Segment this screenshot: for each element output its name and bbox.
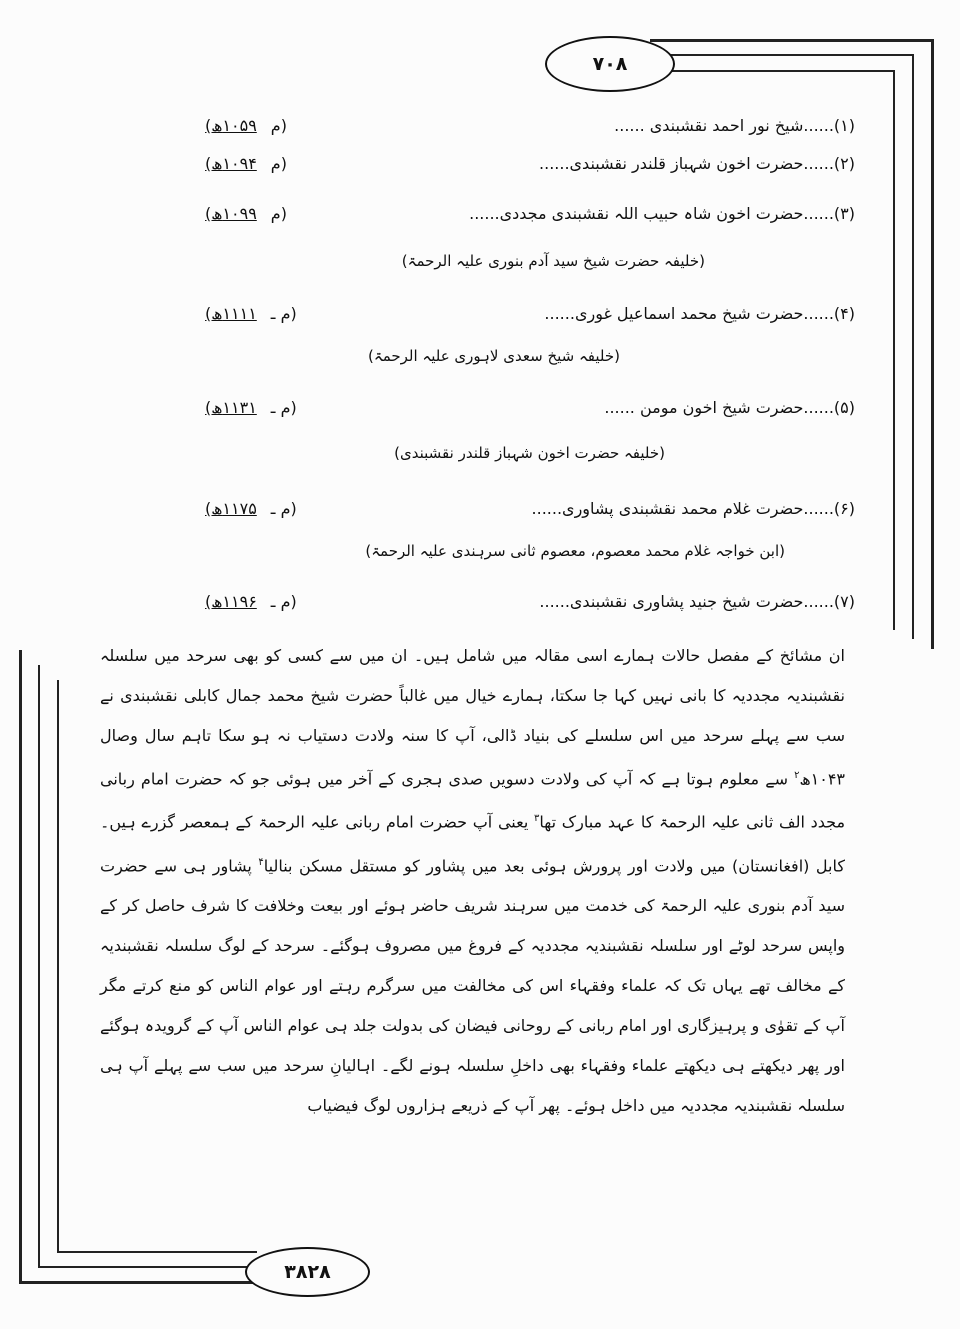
list-date-6 — [205, 499, 297, 518]
footnote-marker: ۳ — [534, 813, 540, 825]
date-year: ۱۱۱۱ھ) — [205, 304, 257, 323]
list-date-2 — [205, 154, 287, 173]
body-line-7: حضرت سید آدم بنوری علیہ الرحمۃ کی خدمت میں سرہند شریف حاضر ہوئے اور بیعت وخلافت کا شرف — [100, 855, 845, 915]
list-item-4: (۴)......حضرت شیخ محمد اسماعیل غوری...... — [544, 304, 855, 323]
date-year: ۱۰۵۹ھ) — [205, 116, 257, 135]
page-number-top — [545, 36, 675, 92]
body-line-12: سے پہلے آپ ہی سلسلہ نقشبندیہ مجددیہ میں داخل ہوئے۔ پھر آپ کے ذریعے ہزاروں لوگ فیضیاب — [100, 1055, 845, 1115]
footnote-marker: ۴ — [258, 856, 264, 868]
list-item-6: (۶)......حضرت غلام محمد نقشبندی پشاوری...... — [531, 499, 855, 518]
list-note-4: (خلیفہ شیخ سعدی لاہوری علیہ الرحمۃ) — [368, 347, 620, 365]
date-year: ۱۰۹۹ھ) — [205, 204, 257, 223]
body-paragraph — [100, 636, 845, 1126]
body-line-9: سلسلہ نقشبندیہ کے مخالف تھے یہاں تک کہ علماء وفقہاء اس کی مخالفت میں سرگرم رہتے اور عوام الناس کو منع — [100, 935, 846, 995]
body-line-10: کرتے مگر آپ کے تقوٰی و پرہیزگاری اور امام ربانی کے روحانی فیضان کی بدولت جلد ہی عوام الناس آپ — [100, 975, 846, 1035]
list-item-1: (۱)......شیخ نور احمد نقشبندی ...... — [614, 116, 855, 135]
list-item-2: (۲)......حضرت اخون شہباز قلندر نقشبندی...... — [539, 154, 855, 173]
list-date-7 — [205, 592, 297, 611]
footnote-marker: ۲ — [794, 770, 800, 781]
body-line-6: ہیں۔ کابل (افغانستان) میں ولادت اور پرورش ہوئی بعد میں پشاور کو مستقل مسکن بنالیا — [100, 812, 845, 875]
page-number-top-text: ۷۰۸ — [592, 53, 628, 75]
page-number-bottom — [245, 1247, 370, 1297]
date-prefix: (م ـ — [270, 304, 297, 323]
body-line-1: ان مشائخ کے مفصل حالات ہمارے اسی مقالہ میں شامل ہیں۔ ان میں سے کسی کو بھی سرحد میں سلسلہ — [100, 646, 846, 665]
list-date-3 — [205, 204, 287, 223]
list-note-6: (ابن خواجہ غلام محمد معصوم، معصوم ثانی سرہندی علیہ الرحمۃ) — [365, 542, 785, 560]
date-prefix: (م — [270, 204, 287, 223]
list-date-4 — [205, 304, 297, 323]
date-prefix: (م — [270, 116, 287, 135]
body-line-3: سے پہلے سرحد میں اس سلسلے کی بنیاد ڈالی، آپ کا سنہ ولادت دستیاب نہ ہو سکا تاہم سال وصال ۱۰۴۳ھ — [100, 726, 845, 789]
list-date-1 — [205, 116, 287, 135]
list-date-5 — [205, 398, 297, 417]
body-line-5-rest: یعنی آپ حضرت امام ربانی علیہ الرحمۃ کے ہمعصر گزرے — [141, 812, 529, 832]
list-note-3: (خلیفہ حضرت شیخ سید آدم بنوری علیہ الرحمۃ) — [401, 252, 705, 270]
date-year: ۱۱۹۶ھ) — [205, 592, 257, 611]
body-line-8: حاصل کر کے واپس سرحد لوٹے اور سلسلہ نقشبندیہ مجددیہ کے فروغ میں مصروف ہوگئے۔ سرحد کے لوگ — [100, 895, 846, 955]
date-prefix: (م ـ — [270, 398, 297, 417]
body-line-11: کے گرویدہ ہوگئے اور پھر دیکھتے ہی دیکھتے علماء وفقہاء بھی داخلِ سلسلہ ہونے لگے۔ اہالیانِ سرحد میں سب — [100, 1015, 846, 1075]
body-line-5: مجدد الف ثانی علیہ الرحمۃ کا عہد مبارک تھا — [539, 812, 846, 832]
date-prefix: (م — [270, 154, 287, 173]
list-note-5: (خلیفہ حضرت اخون شہباز قلندر نقشبندی) — [394, 444, 665, 462]
body-line-4: سے معلوم ہوتا ہے کہ آپ کی ولادت دسویں صدی ہجری کے آخر میں ہوئی جو کہ حضرت امام ربانی — [100, 769, 788, 789]
date-year: ۱۱۳۱ھ) — [205, 398, 257, 417]
list-item-7: (۷)......حضرت شیخ جنید پشاوری نقشبندی...... — [539, 592, 855, 611]
list-item-5: (۵)......حضرت شیخ اخون مومن ...... — [604, 398, 855, 417]
list-item-3: (۳)......حضرت اخون شاہ حبیب اللہ نقشبندی مجددی...... — [469, 204, 855, 223]
date-year: ۱۰۹۴ھ) — [205, 154, 257, 173]
date-year: ۱۱۷۵ھ) — [205, 499, 257, 518]
body-line-2: نقشبندیہ مجددیہ کا بانی نہیں کہا جا سکتا، ہمارے خیال میں غالباً حضرت شیخ محمد جمال کابلی نقشبندی نے سب — [100, 686, 846, 745]
body-line-6-rest: پشاور ہی سے — [154, 855, 252, 875]
date-prefix: (م ـ — [270, 592, 297, 611]
date-prefix: (م ـ — [270, 499, 297, 518]
page-number-bottom-text: ۳۸۲۸ — [284, 1261, 331, 1283]
